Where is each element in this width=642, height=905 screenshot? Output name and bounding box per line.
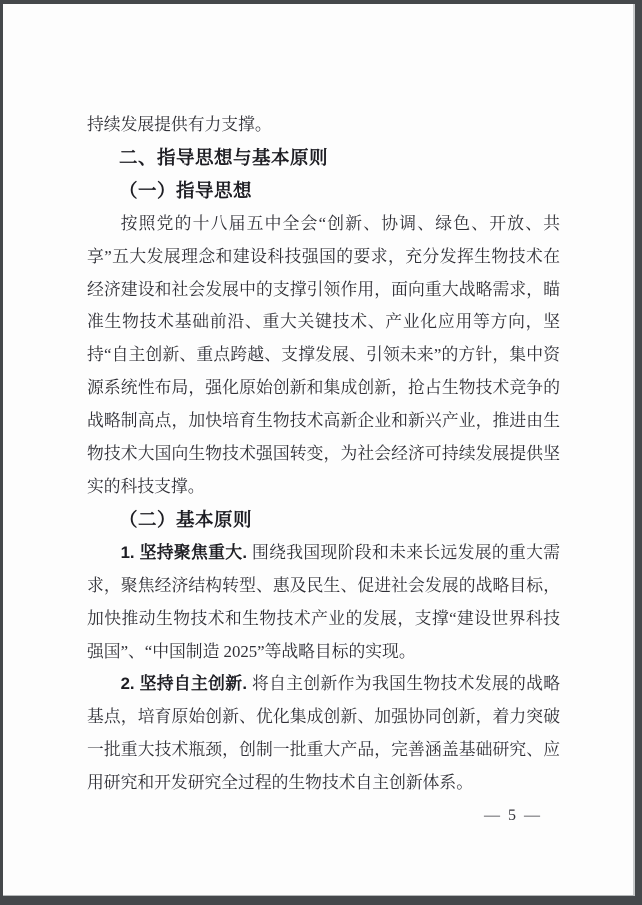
section-heading-guiding-thought-and-principles: 二、指导思想与基本原则 [119,146,329,168]
page-number: — 5 — [484,807,542,825]
principle-2-lead: 2. 坚持自主创新. [120,674,253,694]
document-text-block [87,109,560,833]
document-page [3,4,635,896]
continuation-paragraph: 持续发展提供有力支撑。 [87,115,272,134]
principle-2-paragraph [87,668,560,800]
principle-1-paragraph [87,537,560,669]
principle-1-text: 围绕我国现阶段和未来长远发展的重大需求，聚焦经济结构转型、惠及民生、促进社会发展的战略目标，加快推动生物技术和生物技术产业的发展，支撑“建设世界科技强国”、“中国制造 2025”等战略目标的实现。 [87,542,560,661]
subsection-heading-guiding-thought: （一）指导思想 [119,179,253,201]
principle-2-text: 将自主创新作为我国生物技术发展的战略基点，培育原始创新、优化集成创新、加强协同创新，着力突破一批重大技术瓶颈，创制一批重大产品，完善涵盖基础研究、应用研究和开发研究全过程的生物技术自主创新体系。 [87,674,560,793]
subsection-heading-basic-principles: （二）基本原则 [119,508,253,530]
principle-1-lead: 1. 坚持聚焦重大. [120,542,253,562]
guiding-thought-paragraph: 按照党的十八届五中全会“创新、协调、绿色、开放、共享”五大发展理念和建设科技强国的要求，充分发挥生物技术在经济建设和社会发展中的支撑引领作用，面向重大战略需求，瞄准生物技术基础前沿、重大关键技术、产业化应用等方向，坚持“自主创新、重点跨越、支撑发展、引领未来”的方针，集中资源系统性布局，强化原始创新和集成创新，抢占生物技术竞争的战略制高点，加快培育生物技术高新企业和新兴产业，推进由生物技术大国向生物技术强国转变，为社会经济可持续发展提供坚实的科技支撑。 [87,213,560,496]
